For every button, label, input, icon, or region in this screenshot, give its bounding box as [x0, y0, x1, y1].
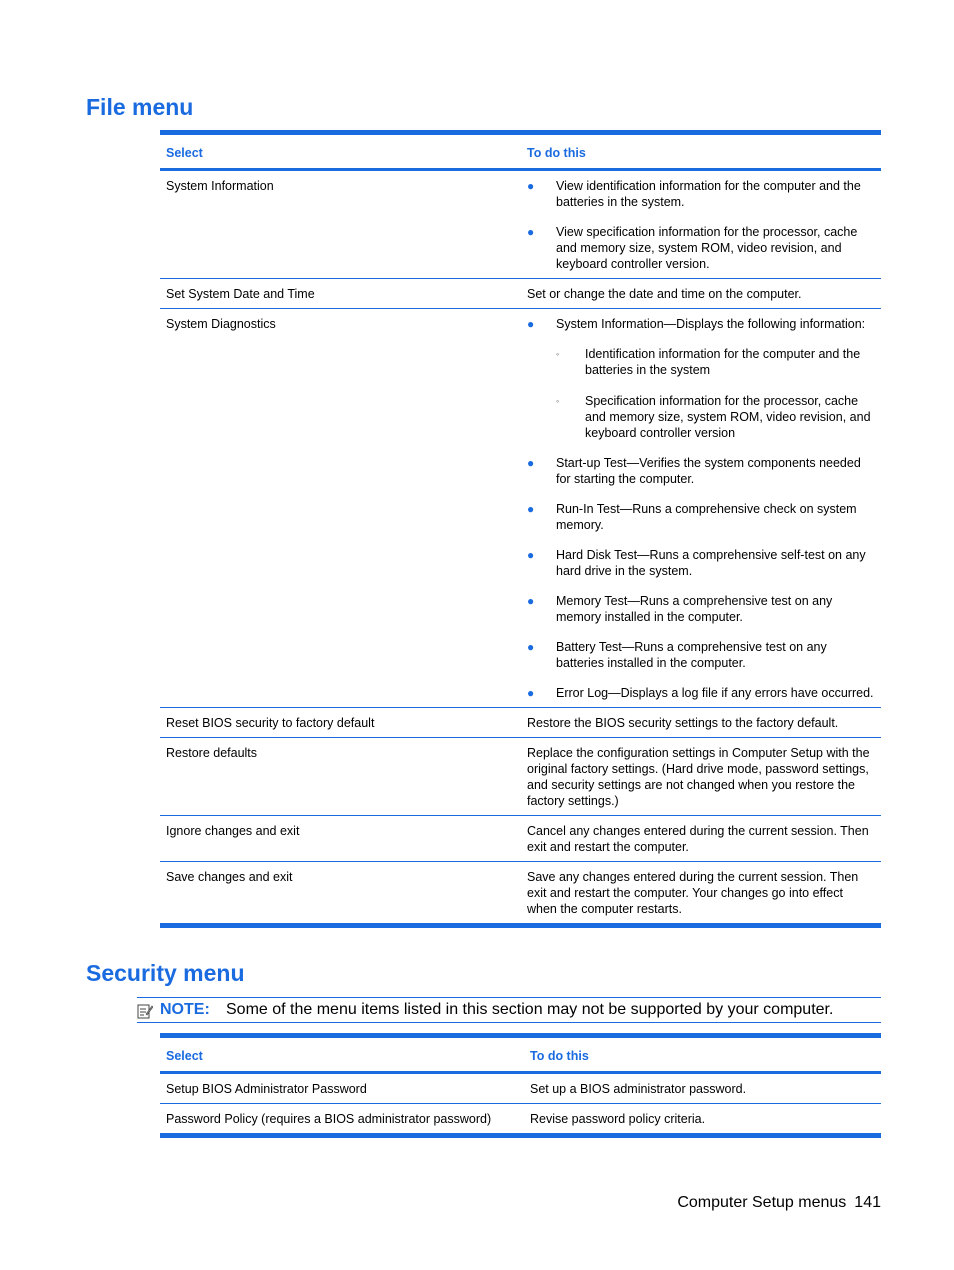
list-item	[527, 639, 875, 671]
table-row	[160, 1104, 881, 1136]
table-row	[160, 708, 881, 738]
bullet-icon: ●	[527, 594, 535, 608]
row-description-cell: Set or change the date and time on the computer.	[521, 279, 881, 309]
list-item	[527, 501, 875, 533]
table-row	[160, 816, 881, 862]
table-header-row	[160, 133, 881, 170]
row-select-cell: Password Policy (requires a BIOS administrator password)	[160, 1104, 524, 1136]
note-icon	[137, 1003, 153, 1019]
list-item	[527, 455, 875, 487]
list-item-text: View identification information for the computer and the batteries in the system.	[556, 179, 861, 209]
bullet-icon: ●	[527, 686, 535, 700]
row-description-cell	[521, 170, 881, 279]
file-menu-heading: File menu	[86, 94, 194, 120]
bullet-icon: ●	[527, 456, 535, 470]
table-row	[160, 862, 881, 926]
column-header-select: Select	[160, 1036, 524, 1073]
bullet-icon: ●	[527, 317, 535, 331]
file-menu-table	[160, 130, 881, 928]
row-description-cell: Replace the configuration settings in Computer Setup with the original factory settings. (Hard drive mode, password settings, and security settings are not changed when you restore the factory settings.)	[521, 738, 881, 816]
note-text: Some of the menu items listed in this section may not be supported by your computer.	[226, 1001, 834, 1018]
bullet-icon: ●	[527, 225, 535, 239]
list-item	[527, 178, 875, 210]
row-description-cell: Restore the BIOS security settings to the factory default.	[521, 708, 881, 738]
sub-bullet-icon: ◦	[556, 396, 560, 406]
row-select-cell: Save changes and exit	[160, 862, 521, 926]
table-row	[160, 738, 881, 816]
row-select-cell: Restore defaults	[160, 738, 521, 816]
sub-list-item	[556, 393, 875, 441]
list-item	[527, 685, 875, 701]
sub-list-item-text: Specification information for the processor, cache and memory size, system ROM, video revision, and keyboard controller version	[585, 394, 871, 440]
column-header-select: Select	[160, 133, 521, 170]
security-menu-table	[160, 1033, 881, 1138]
list-item-text: Hard Disk Test—Runs a comprehensive self-test on any hard drive in the system.	[556, 548, 866, 578]
table-row	[160, 279, 881, 309]
page-number: 141	[854, 1194, 881, 1211]
list-item-text: Battery Test—Runs a comprehensive test on any batteries installed in the computer.	[556, 640, 827, 670]
list-item-text: Memory Test—Runs a comprehensive test on any memory installed in the computer.	[556, 594, 833, 624]
bullet-list	[527, 316, 875, 701]
row-select-cell: Setup BIOS Administrator Password	[160, 1073, 524, 1104]
row-select-cell: Reset BIOS security to factory default	[160, 708, 521, 738]
bullet-icon: ●	[527, 179, 535, 193]
sub-bullet-icon: ◦	[556, 349, 560, 359]
sub-list-item	[556, 346, 875, 378]
row-select-cell: System Diagnostics	[160, 309, 521, 708]
list-item	[527, 593, 875, 625]
bullet-icon: ●	[527, 640, 535, 654]
row-description-cell: Cancel any changes entered during the current session. Then exit and restart the computer.	[521, 816, 881, 862]
row-description-cell	[521, 309, 881, 708]
row-select-cell: Set System Date and Time	[160, 279, 521, 309]
row-select-cell: Ignore changes and exit	[160, 816, 521, 862]
bullet-icon: ●	[527, 502, 535, 516]
sub-list-item-text: Identification information for the computer and the batteries in the system	[585, 347, 861, 377]
row-select-cell: System Information	[160, 170, 521, 279]
sub-bullet-list	[556, 346, 875, 441]
list-item	[527, 547, 875, 579]
row-description-cell: Revise password policy criteria.	[524, 1104, 881, 1136]
table-row	[160, 170, 881, 279]
row-description-cell: Save any changes entered during the current session. Then exit and restart the computer. Your changes go into effect when the computer restarts.	[521, 862, 881, 926]
list-item-text: Start-up Test—Verifies the system components needed for starting the computer.	[556, 456, 861, 486]
bullet-icon: ●	[527, 548, 535, 562]
page-footer	[669, 1194, 881, 1212]
list-item-text: System Information—Displays the following information:	[556, 317, 866, 331]
column-header-to-do-this: To do this	[521, 133, 881, 170]
list-item	[527, 316, 875, 441]
table-header-row	[160, 1036, 881, 1073]
row-description-cell: Set up a BIOS administrator password.	[524, 1073, 881, 1104]
security-menu-heading: Security menu	[86, 960, 245, 986]
column-header-to-do-this: To do this	[524, 1036, 881, 1073]
list-item	[527, 224, 875, 272]
list-item-text: Run-In Test—Runs a comprehensive check on system memory.	[556, 502, 857, 532]
table-row	[160, 1073, 881, 1104]
list-item-text: Error Log—Displays a log file if any errors have occurred.	[556, 686, 874, 700]
note-label: NOTE:	[160, 1001, 210, 1018]
bullet-list	[527, 178, 875, 272]
table-row	[160, 309, 881, 708]
note-box	[137, 997, 881, 1023]
list-item-text: View specification information for the processor, cache and memory size, system ROM, video revision, and keyboard controller version.	[556, 225, 858, 271]
footer-section-title: Computer Setup menus	[677, 1194, 847, 1211]
